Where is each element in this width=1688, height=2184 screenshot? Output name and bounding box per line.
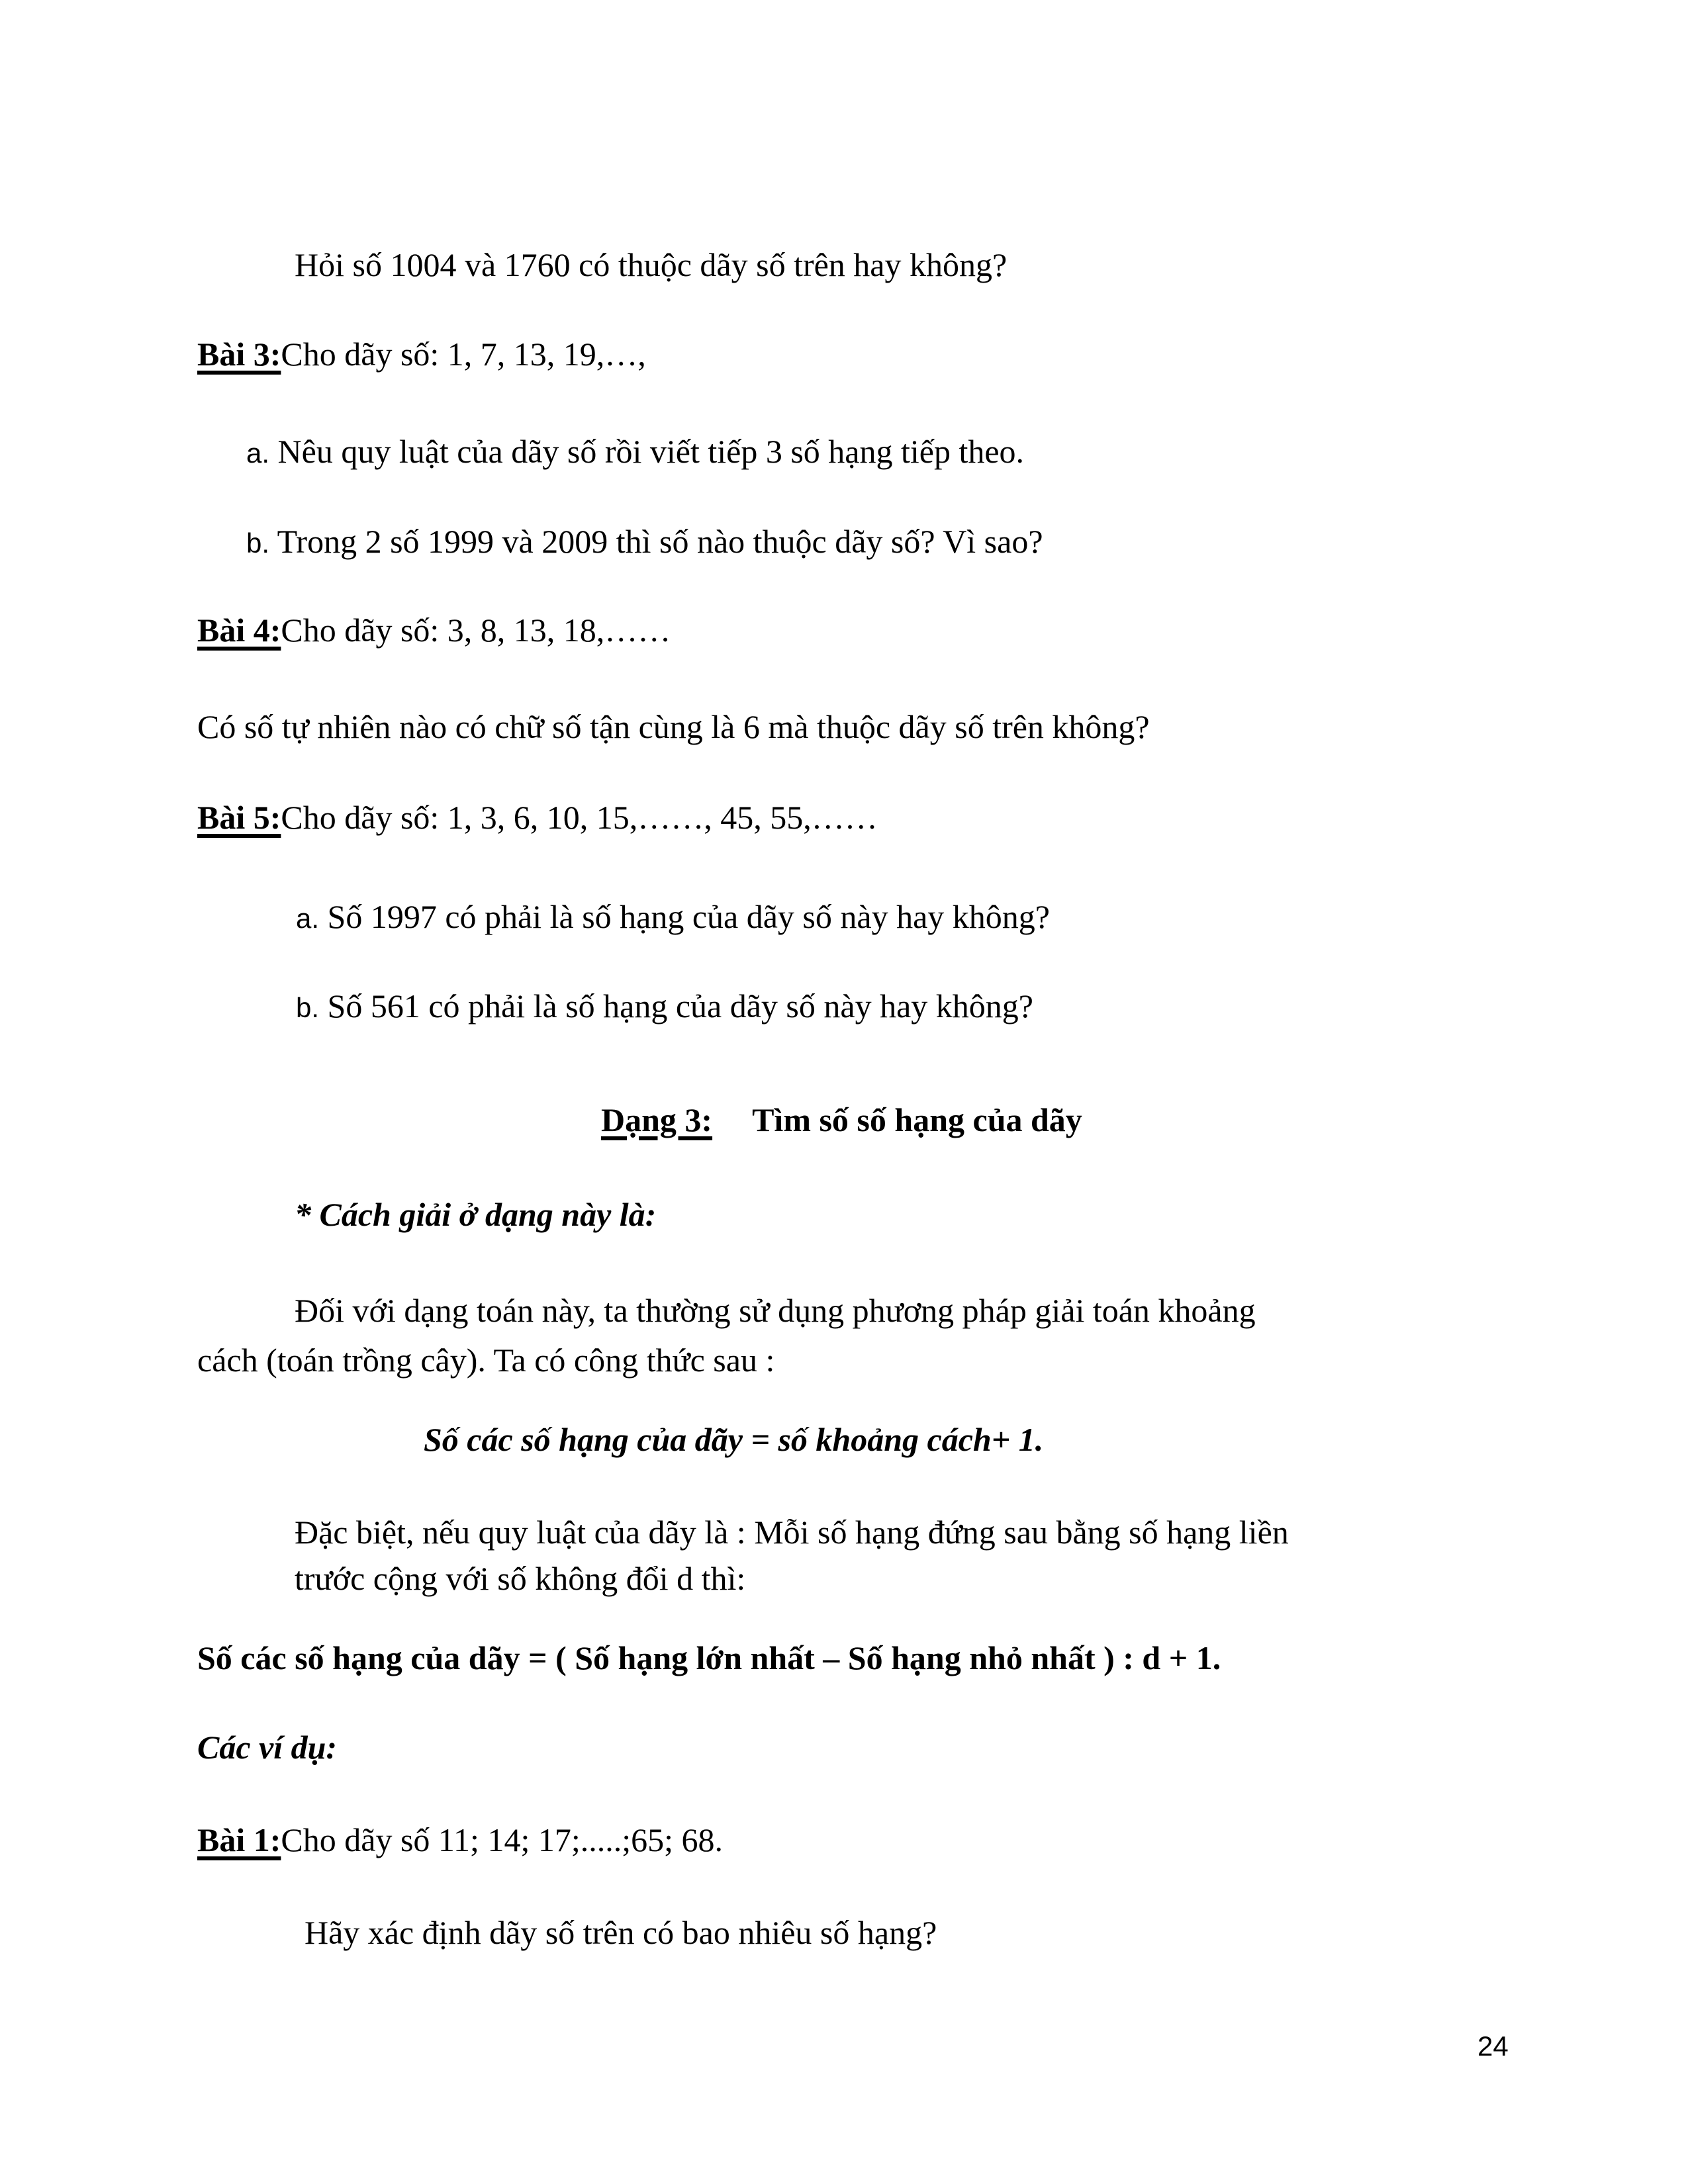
bai5-item-b (296, 986, 1033, 1028)
example-1-heading (197, 1820, 723, 1860)
bai5-label: Bài 5: (197, 799, 281, 836)
bai4-label: Bài 4: (197, 612, 281, 649)
question-line: Hỏi số 1004 và 1760 có thuộc dãy số trên hay không? (295, 246, 1008, 283)
method-heading: * Cách giải ở dạng này là: (295, 1196, 657, 1233)
bai5-item-a (296, 897, 1050, 938)
dang3-label: Dạng 3: (601, 1101, 713, 1138)
item-label: b. (296, 992, 320, 1023)
formula-1: Số các số hạng của dãy = số khoảng cách+ 1. (424, 1421, 1044, 1458)
bai5-heading (197, 797, 878, 837)
section-heading-dang3 (601, 1100, 1082, 1140)
item-label: a. (246, 437, 270, 469)
paragraph-1-line-1: Đối với dạng toán này, ta thường sử dụng phương pháp giải toán khoảng (295, 1292, 1256, 1329)
bai4-heading (197, 610, 671, 650)
dang3-title: Tìm số số hạng của dãy (752, 1101, 1082, 1138)
item-text: Số 1997 có phải là số hạng của dãy số này hay không? (327, 898, 1050, 935)
examples-heading: Các ví dụ: (197, 1729, 338, 1766)
paragraph-1-line-2: cách (toán trồng cây). Ta có công thức sau : (197, 1342, 775, 1379)
paragraph-2-line-1: Đặc biệt, nếu quy luật của dãy là : Mỗi số hạng đứng sau bằng số hạng liền (295, 1514, 1289, 1551)
bai3-text: Cho dãy số: 1, 7, 13, 19,…, (281, 336, 646, 373)
example-1-label: Bài 1: (197, 1821, 281, 1858)
example-1-question: Hãy xác định dãy số trên có bao nhiêu số hạng? (305, 1914, 937, 1951)
page-number: 24 (1477, 2030, 1509, 2062)
bai4-question: Có số tự nhiên nào có chữ số tận cùng là 6 mà thuộc dãy số trên không? (197, 708, 1150, 745)
bai3-item-b (246, 522, 1043, 563)
item-label: a. (296, 903, 320, 934)
bai3-label: Bài 3: (197, 336, 281, 373)
bai3-heading (197, 334, 646, 374)
item-label: b. (246, 527, 270, 559)
item-text: Nêu quy luật của dãy số rồi viết tiếp 3 số hạng tiếp theo. (277, 433, 1025, 470)
example-1-text: Cho dãy số 11; 14; 17;.....;65; 68. (281, 1821, 724, 1858)
bai3-item-a (246, 432, 1024, 473)
item-text: Số 561 có phải là số hạng của dãy số này hay không? (327, 987, 1033, 1024)
bai4-text: Cho dãy số: 3, 8, 13, 18,…… (281, 612, 671, 649)
paragraph-2-line-2: trước cộng với số không đổi d thì: (295, 1560, 746, 1597)
bai5-text: Cho dãy số: 1, 3, 6, 10, 15,……, 45, 55,…… (281, 799, 878, 836)
item-text: Trong 2 số 1999 và 2009 thì số nào thuộc dãy số? Vì sao? (277, 523, 1043, 560)
formula-2: Số các số hạng của dãy = ( Số hạng lớn nhất – Số hạng nhỏ nhất ) : d + 1. (197, 1639, 1221, 1676)
